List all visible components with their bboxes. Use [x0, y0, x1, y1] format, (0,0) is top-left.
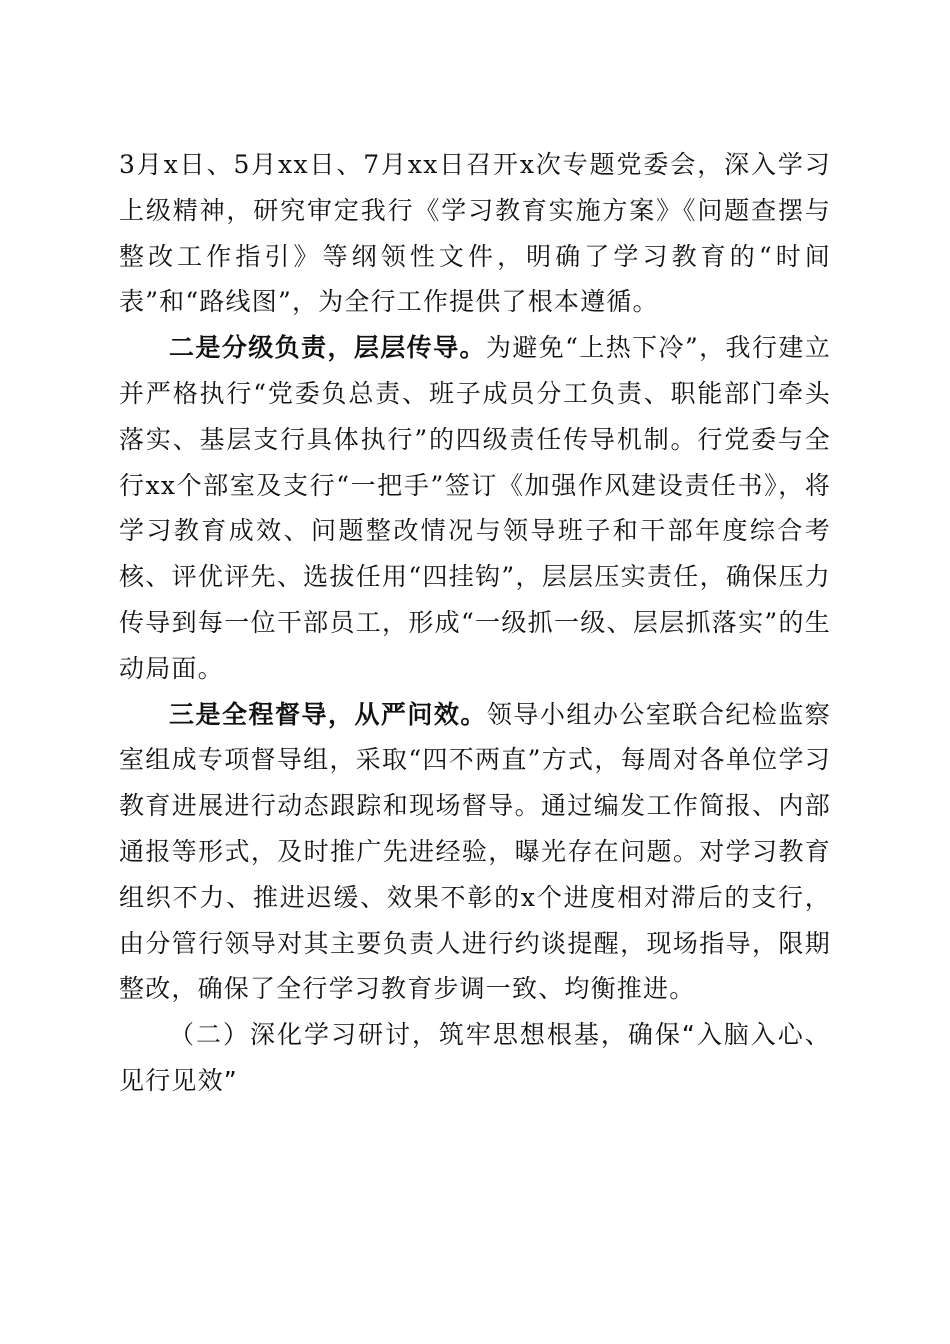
paragraph-text: 领导小组办公室联合纪检监察室组成专项督导组，采取“四不两直”方式，每周对各单位学习教育进展进行动态跟踪和现场督导。通过编发工作简报、内部通报等形式，及时推广先进经验，曝光存在问题。对学习教育组织不力、推进迟缓、效果不彰的x个进度相对滞后的支行，由分管行领导对其主要负责人进行约谈提醒，现场指导，限期整改，确保了全行学习教育步调一致、均衡推进。 [119, 699, 831, 1004]
paragraph-text: 3月x日、5月xx日、7月xx日召开x次专题党委会，深入学习上级精神，研究审定我行《学习教育实施方案》《问题查摆与整改工作指引》等纲领性文件，明确了学习教育的“时间表”和“路线图”，为全行工作提供了根本遵循。 [119, 150, 831, 317]
paragraph-graded-responsibility [119, 325, 831, 691]
paragraph-text: 为避免“上热下冷”，我行建立并严格执行“党委负总责、班子成员分工负责、职能部门牵头落实、基层支行具体执行”的四级责任传导机制。行党委与全行xx个部室及支行“一把手”签订《加强作风建设责任书》，将学习教育成效、问题整改情况与领导班子和干部年度综合考核、评优评先、选拔任用“四挂钩”，层层压实责任，确保压力传导到每一位干部员工，形成“一级抓一级、层层抓落实”的生动局面。 [119, 333, 831, 683]
section-heading: （二）深化学习研讨，筑牢思想根基，确保“入脑入心、见行见效” [119, 1020, 831, 1095]
paragraph-full-supervision [119, 692, 831, 1013]
document-body [119, 142, 831, 1104]
paragraph-continuation [119, 142, 831, 325]
paragraph-lead: 三是全程督导，从严问效。 [169, 699, 487, 729]
paragraph-lead: 二是分级负责，层层传导。 [169, 333, 486, 363]
